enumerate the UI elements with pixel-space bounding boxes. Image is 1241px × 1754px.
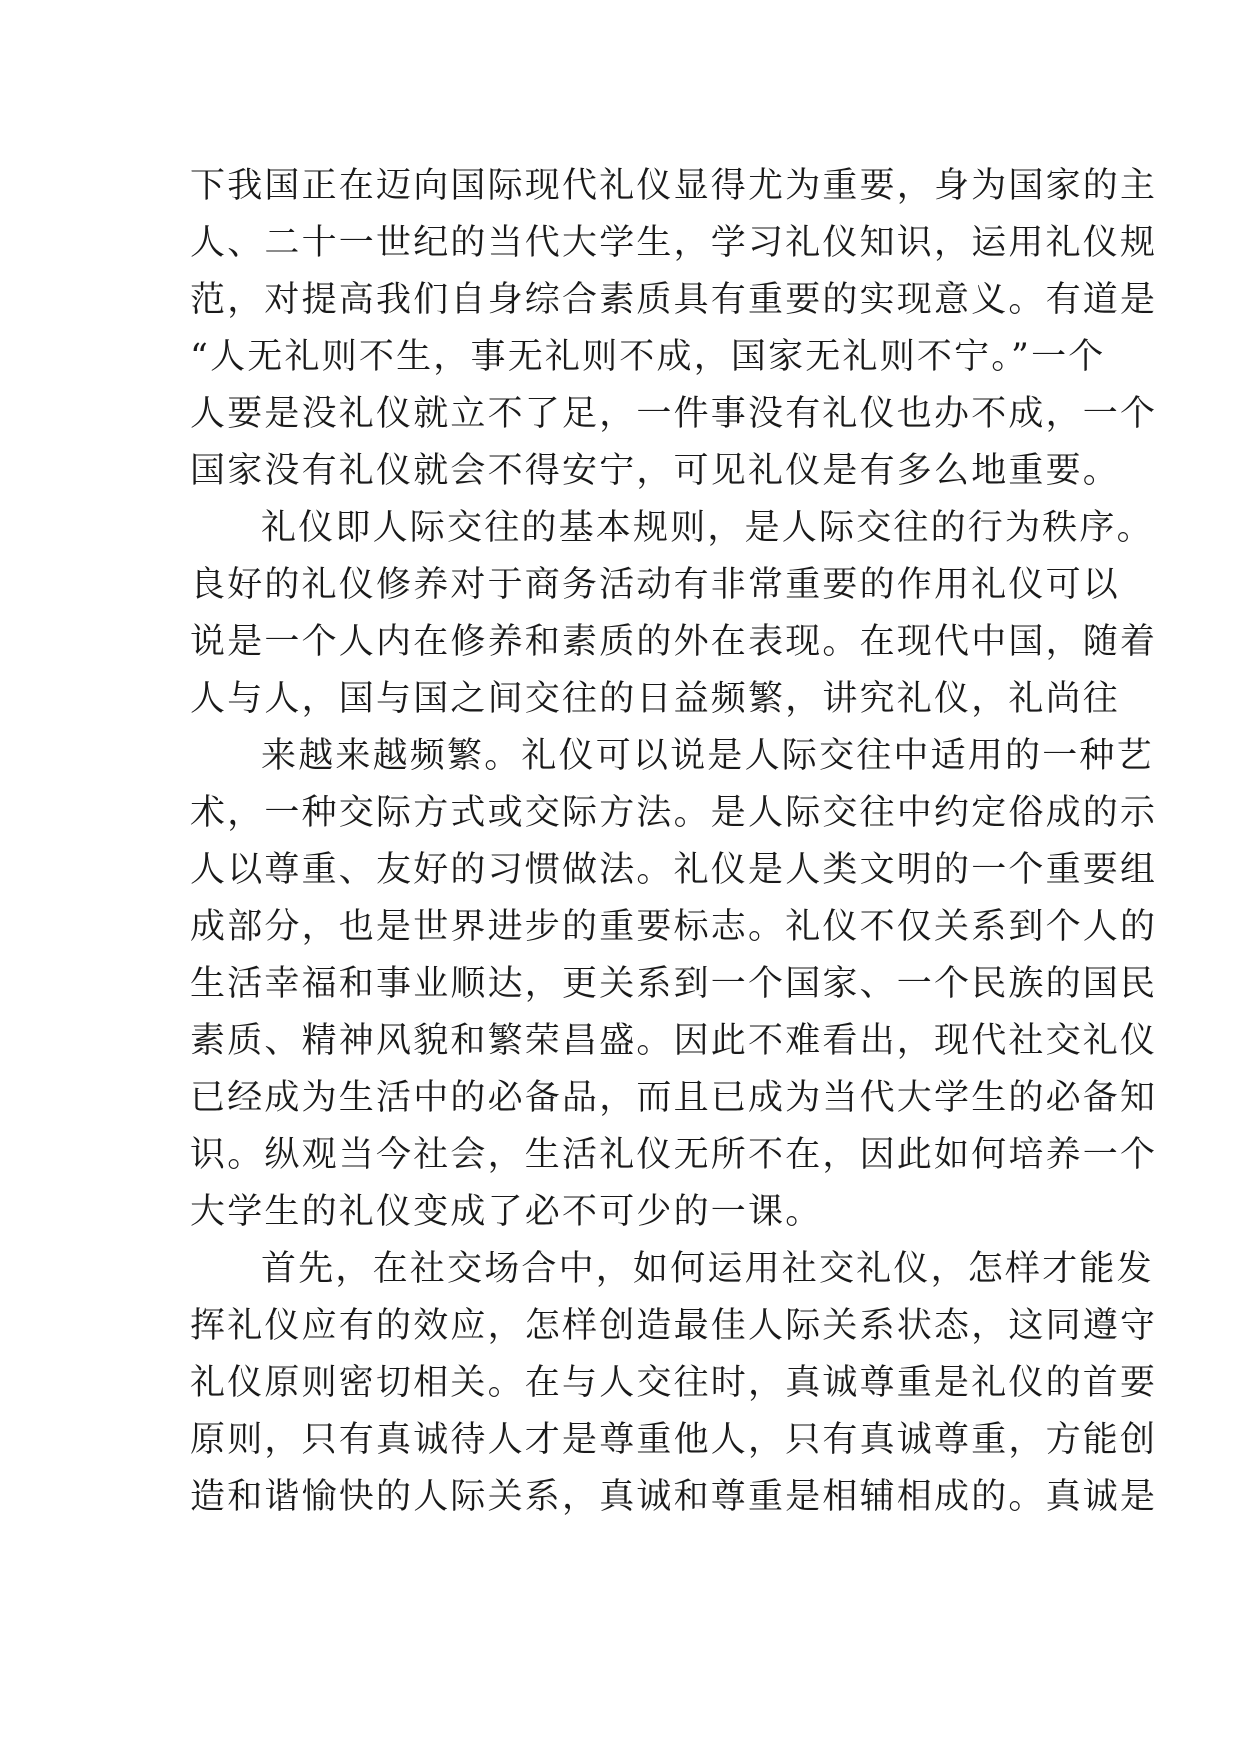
text-line-7: 礼仪即人际交往的基本规则，是人际交往的行为秩序。 xyxy=(261,508,1154,548)
text-line-8: 良好的礼仪修养对于商务活动有非常重要的作用礼仪可以 xyxy=(190,565,1121,605)
text-line-20: 首先，在社交场合中，如何运用社交礼仪，怎样才能发 xyxy=(261,1249,1154,1289)
text-line-12: 术，一种交际方式或交际方法。是人际交往中约定俗成的示 xyxy=(190,793,1158,833)
text-line-16: 素质、精神风貌和繁荣昌盛。因此不难看出，现代社交礼仪 xyxy=(190,1021,1158,1061)
text-line-14: 成部分，也是世界进步的重要标志。礼仪不仅关系到个人的 xyxy=(190,907,1158,947)
text-line-6: 国家没有礼仪就会不得安宁，可见礼仪是有多么地重要。 xyxy=(190,451,1121,491)
text-line-17: 已经成为生活中的必备品，而且已成为当代大学生的必备知 xyxy=(190,1078,1158,1118)
text-line-15: 生活幸福和事业顺达，更关系到一个国家、一个民族的国民 xyxy=(190,964,1158,1004)
text-line-3: 范，对提高我们自身综合素质具有重要的实现意义。有道是 xyxy=(190,280,1158,320)
text-line-9: 说是一个人内在修养和素质的外在表现。在现代中国，随着 xyxy=(190,622,1158,662)
text-line-18: 识。纵观当今社会，生活礼仪无所不在，因此如何培养一个 xyxy=(190,1135,1158,1175)
text-line-22: 礼仪原则密切相关。在与人交往时，真诚尊重是礼仪的首要 xyxy=(190,1363,1158,1403)
text-line-13: 人以尊重、友好的习惯做法。礼仪是人类文明的一个重要组 xyxy=(190,850,1158,890)
text-line-24: 造和谐愉快的人际关系，真诚和尊重是相辅相成的。真诚是 xyxy=(190,1477,1158,1517)
text-line-11: 来越来越频繁。礼仪可以说是人际交往中适用的一种艺 xyxy=(261,736,1154,776)
text-line-23: 原则，只有真诚待人才是尊重他人，只有真诚尊重，方能创 xyxy=(190,1420,1158,1460)
text-line-1: 下我国正在迈向国际现代礼仪显得尤为重要，身为国家的主 xyxy=(190,166,1158,206)
text-line-19: 大学生的礼仪变成了必不可少的一课。 xyxy=(190,1192,823,1232)
text-line-21: 挥礼仪应有的效应，怎样创造最佳人际关系状态，这同遵守 xyxy=(190,1306,1158,1346)
text-line-10: 人与人，国与国之间交往的日益频繁，讲究礼仪，礼尚往 xyxy=(190,679,1121,719)
text-line-5: 人要是没礼仪就立不了足，一件事没有礼仪也办不成，一个 xyxy=(190,394,1158,434)
text-line-2: 人、二十一世纪的当代大学生，学习礼仪知识，运用礼仪规 xyxy=(190,223,1158,263)
text-line-4: “人无礼则不生，事无礼则不成，国家无礼则不宁。”一个 xyxy=(190,337,1106,377)
